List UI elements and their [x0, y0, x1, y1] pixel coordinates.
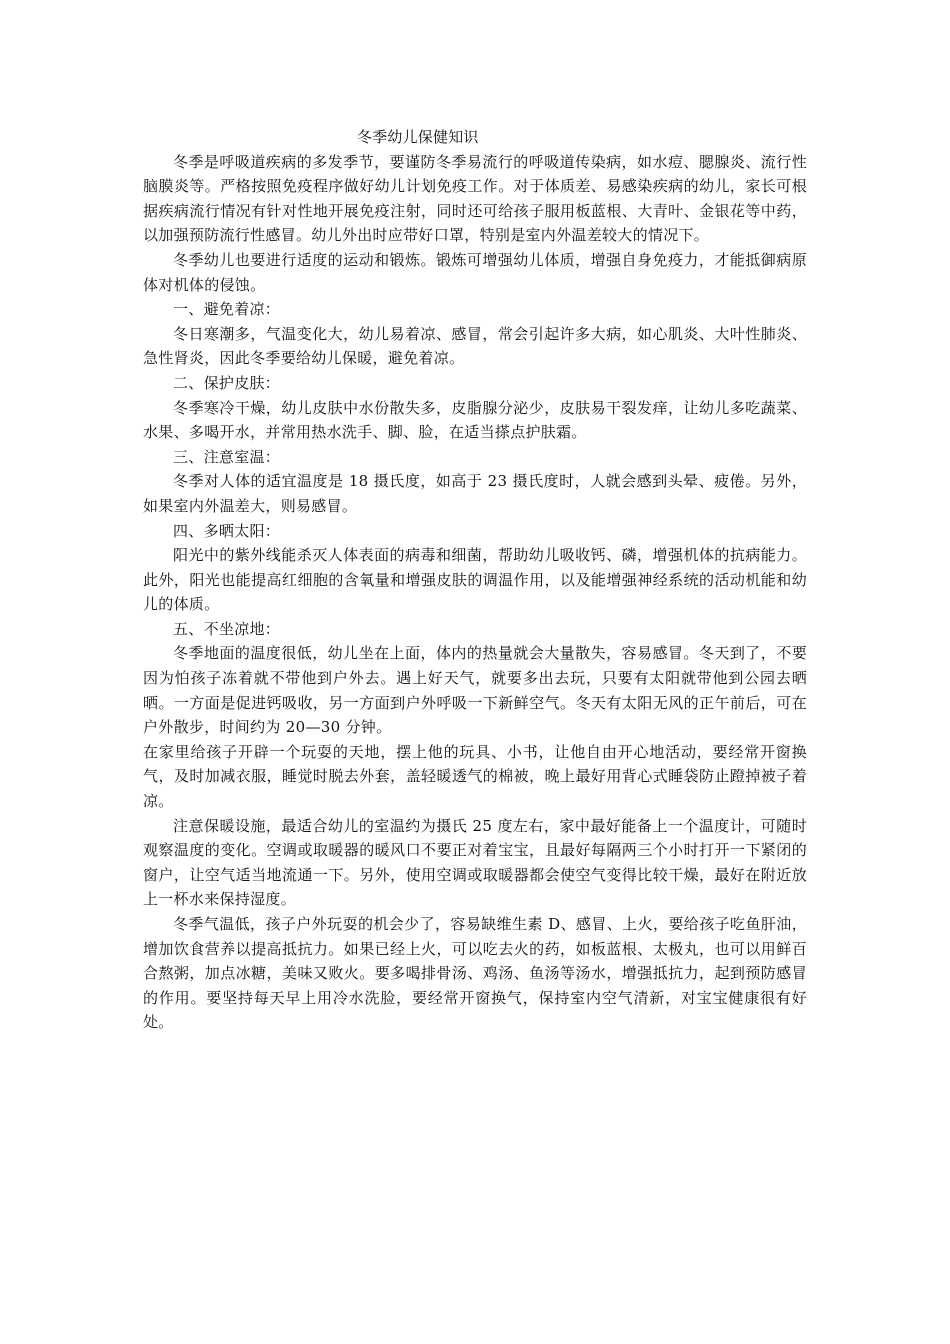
paragraph-section-4: 阳光中的紫外线能杀灭人体表面的病毒和细菌，帮助幼儿吸收钙、磷，增强机体的抗病能力。此外，阳光也能提高红细胞的含氧量和增强皮肤的调温作用，以及能增强神经系统的活动机能和幼儿的体质。 [143, 546, 807, 614]
paragraph-home-play: 在家里给孩子开辟一个玩耍的天地，摆上他的玩具、小书，让他自由开心地活动，要经常开窗换气，及时加减衣服，睡觉时脱去外套，盖轻暖透气的棉被，晚上最好用背心式睡袋防止蹬掉被子着凉。 [143, 742, 807, 811]
paragraph-section-1: 冬日寒潮多，气温变化大，幼儿易着凉、感冒，常会引起许多大病，如心肌炎、大叶性肺炎、急性肾炎，因此冬季要给幼儿保暖，避免着凉。 [143, 324, 807, 368]
paragraph-nutrition: 冬季气温低，孩子户外玩耍的机会少了，容易缺维生素 D、感冒、上火，要给孩子吃鱼肝油，增加饮食营养以提高抵抗力。如果已经上火，可以吃去火的药，如板蓝根、太极丸，也可以用鲜百合熬粥，加点冰糖，美味又败火。要多喝排骨汤、鸡汤、鱼汤等汤水，增强抵抗力，起到预防感冒的作用。要坚持每天早上用冷水洗脸，要经常开窗换气，保持室内空气清新，对宝宝健康很有好处。 [143, 915, 807, 1032]
section-heading-3: 三、注意室温： [173, 447, 281, 466]
paragraph-section-5: 冬季地面的温度很低，幼儿坐在上面，体内的热量就会大量散失，容易感冒。冬天到了，不要因为怕孩子冻着就不带他到户外去。遇上好天气，就要多出去玩，只要有太阳就带他到公园去晒晒。一方面是促进钙吸收，另一方面到户外呼吸一下新鲜空气。冬天有太阳无风的正午前后，可在户外散步，时间约为 20—30 分钟。 [143, 644, 807, 737]
document-title: 冬季幼儿保健知识 [357, 128, 479, 146]
section-heading-5: 五、不坐凉地： [173, 619, 281, 638]
paragraph-room-temperature: 注意保暖设施，最适合幼儿的室温约为摄氏 25 度左右，家中最好能备上一个温度计，可随时观察温度的变化。空调或取暖器的暖风口不要正对着宝宝，且最好每隔两三个小时打开一下紧闭的窗户，让空气适当地流通一下。另外，使用空调或取暖器都会使空气变得比较干燥，最好在附近放上一杯水来保持湿度。 [143, 816, 807, 909]
paragraph-exercise: 冬季幼儿也要进行适度的运动和锻炼。锻炼可增强幼儿体质，增强自身免疫力，才能抵御病原体对机体的侵蚀。 [143, 250, 807, 294]
section-heading-1: 一、避免着凉： [173, 300, 281, 319]
document-body [143, 125, 807, 1035]
paragraph-section-3: 冬季对人体的适宜温度是 18 摄氏度，如高于 23 摄氏度时，人就会感到头晕、疲倦。另外，如果室内外温差大，则易感冒。 [143, 472, 807, 515]
paragraph-intro: 冬季是呼吸道疾病的多发季节，要谨防冬季易流行的呼吸道传染病，如水痘、腮腺炎、流行性脑膜炎等。严格按照免疫程序做好幼儿计划免疫工作。对于体质差、易感染疾病的幼儿，家长可根据疾病流行情况有针对性地开展免疫注射，同时还可给孩子服用板蓝根、大青叶、金银花等中药，以加强预防流行性感冒。幼儿外出时应带好口罩，特别是室内外温差较大的情况下。 [143, 152, 807, 245]
paragraph-section-2: 冬季寒冷干燥，幼儿皮肤中水份散失多，皮脂腺分泌少，皮肤易干裂发痒，让幼儿多吃蔬菜、水果、多喝开水，并常用热水洗手、脚、脸，在适当搽点护肤霜。 [143, 398, 807, 442]
section-heading-2: 二、保护皮肤： [173, 373, 281, 392]
section-heading-4: 四、多晒太阳： [173, 521, 281, 540]
